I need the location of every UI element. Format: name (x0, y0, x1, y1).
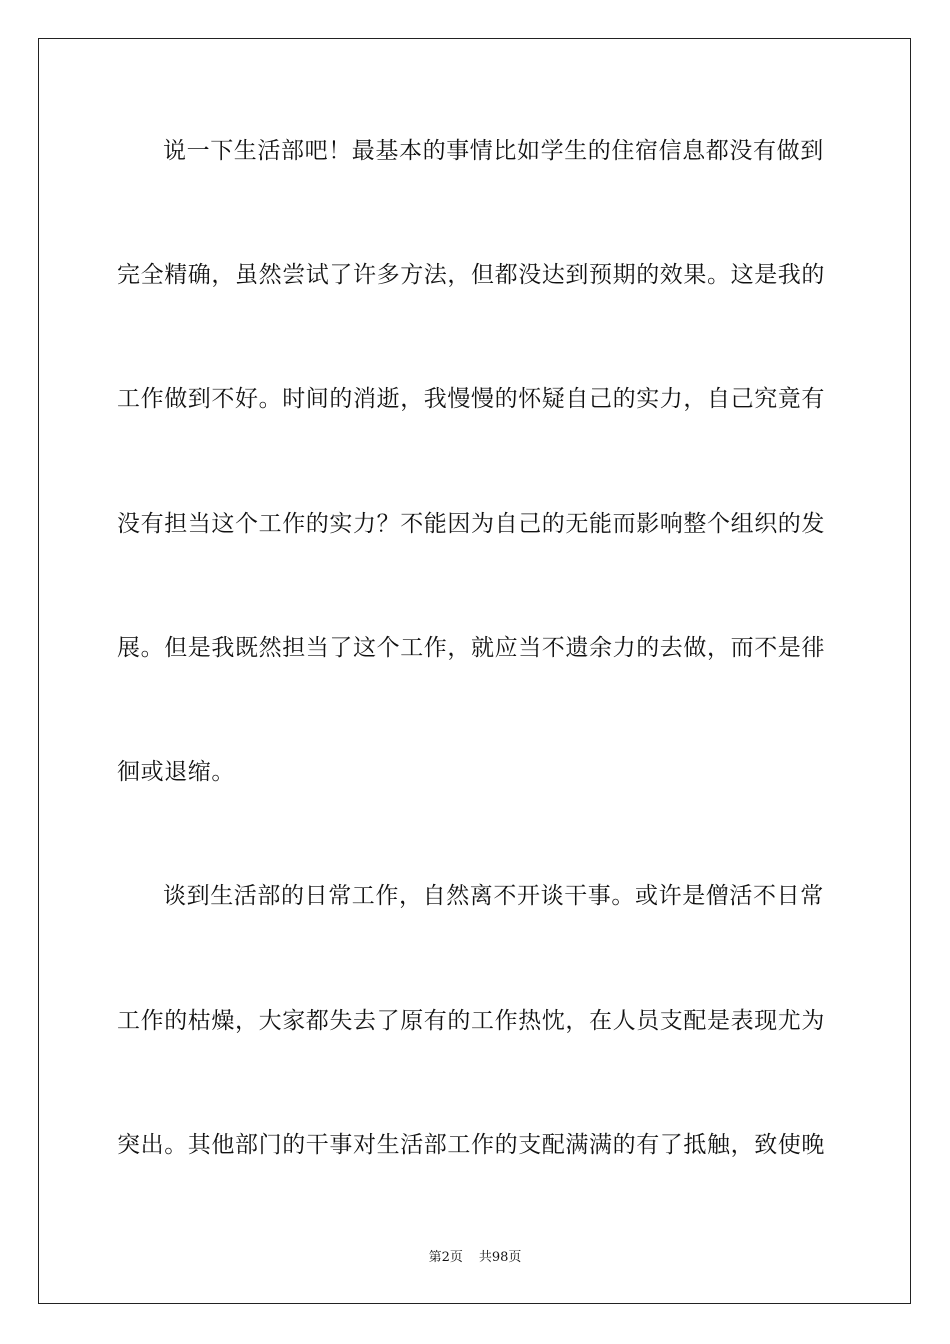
paragraph-2-line-2: 工作的枯燥，大家都失去了原有的工作热忱，在人员支配是表现尤为 (117, 1008, 825, 1034)
paragraph-1-line-1: 说一下生活部吧！最基本的事情比如学生的住宿信息都没有做到 (163, 138, 824, 164)
paragraph-2-line-1: 谈到生活部的日常工作，自然离不开谈干事。或许是僧活不日常 (163, 883, 824, 909)
paragraph-1-line-3: 工作做到不好。时间的消逝，我慢慢的怀疑自己的实力，自己究竟有 (117, 386, 825, 412)
paragraph-1-line-5: 展。但是我既然担当了这个工作，就应当不遗余力的去做，而不是徘 (117, 635, 825, 661)
page-footer (0, 1246, 950, 1265)
paragraph-1-line-4: 没有担当这个工作的实力？不能因为自己的无能而影响整个组织的发 (117, 511, 825, 537)
page-number: 第2页 (428, 1250, 463, 1265)
paragraph-1-line-2: 完全精确，虽然尝试了许多方法，但都没达到预期的效果。这是我的 (117, 262, 825, 288)
paragraph-1-line-6: 徊或退缩。 (117, 759, 235, 785)
paragraph-2-line-3: 突出。其他部门的干事对生活部工作的支配满满的有了抵触，致使晚 (117, 1132, 825, 1158)
page-border (38, 38, 911, 1304)
page-total: 共98页 (478, 1250, 522, 1265)
